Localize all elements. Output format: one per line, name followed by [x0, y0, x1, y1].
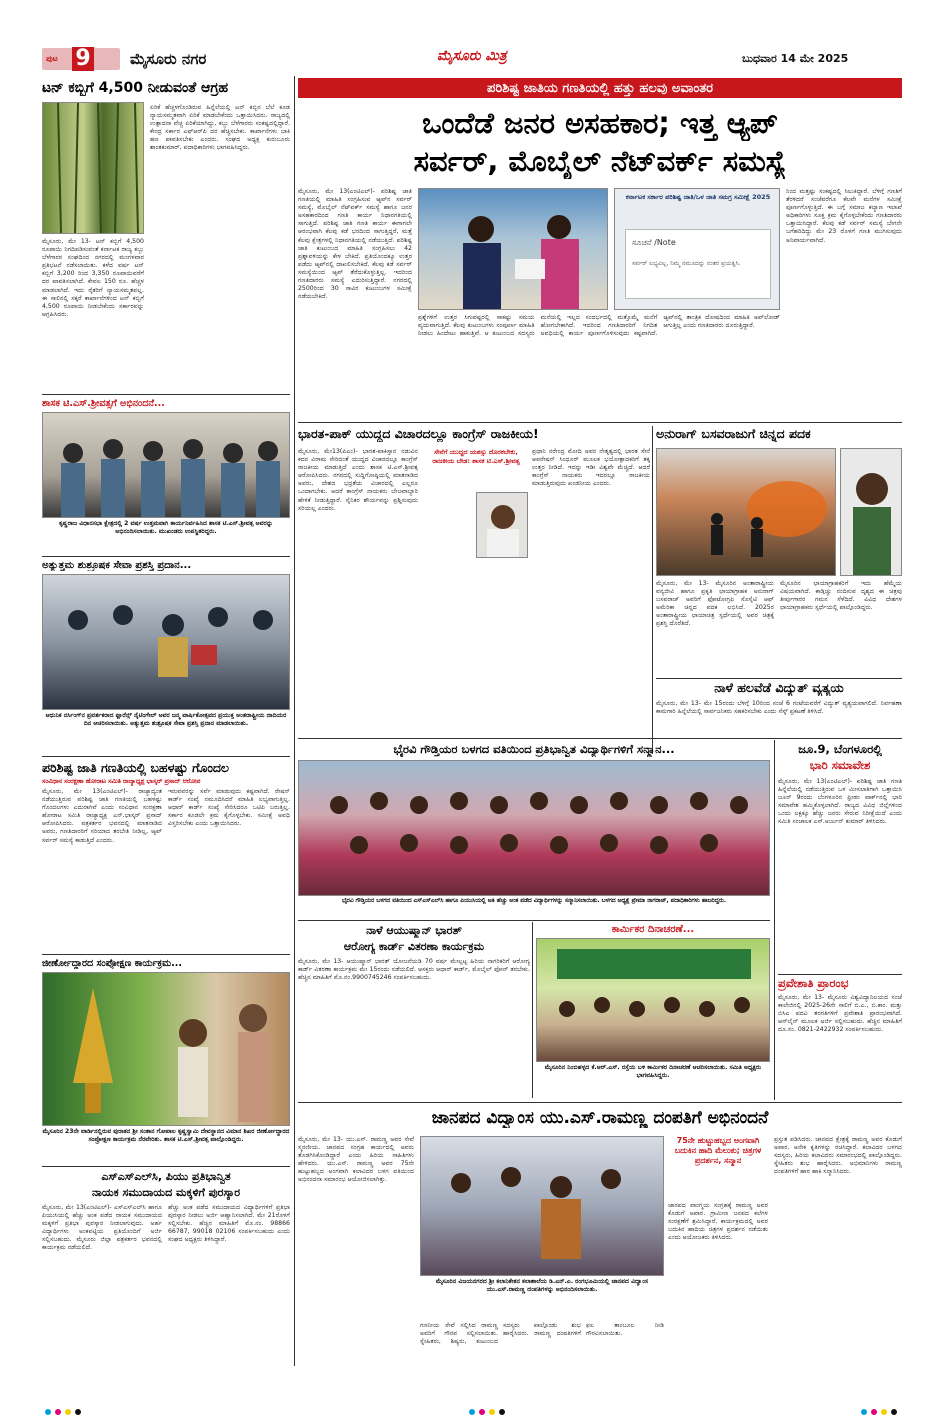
- bhairavi-story: [298, 740, 770, 916]
- lead-photo-survey: [418, 188, 608, 310]
- labour-day-story: [536, 922, 770, 1098]
- lead-body-col3: ನಿಂದ ಮತ್ತಷ್ಟು ಸಂಕಷ್ಟದಲ್ಲಿ ಸಿಲುಕಿದ್ದಾರೆ. ಬೆಳಿಗ್ಗೆ ಗಣತಿಗೆ ತೆರಳಿದರೆ ಸಂಜೆವರೆಗೂ ಕೆಲವೇ ಮನೆಗಳ ಸಮೀಕ್ಷೆ ಪೂರ್ಣಗೊಳ್ಳುತ್ತಿದೆ. ಈ ಬಗ್ಗೆ ಸಮಾಜ ಕಲ್ಯಾಣ ಇಲಾಖೆ ಅಧಿಕಾರಿಗಳು ಸೂಕ್ತ ಕ್ರಮ ಕೈಗೊಳ್ಳಬೇಕೆಂದು ಗಣತಿದಾರರು ಒತ್ತಾಯಿಸಿದ್ದಾರೆ. ಕೆಲವು ಕಡೆ ಸರ್ವರ್ ಸಮಸ್ಯೆ ಬೇಗನೇ ಬಗೆಹರಿದಿದ್ದು ಮೇ 23 ರೊಳಗೆ ಗಣತಿ ಮುಗಿಸುವುದು ಅನಿವಾರ್ಯವಾಗಿದೆ.: [786, 188, 902, 244]
- page-badge: [42, 48, 120, 70]
- newspaper-logo: ಮೈಸೂರು ಮಿತ್ರ: [437, 48, 507, 64]
- admission-body: ಮೈಸೂರು, ಮೇ 13- ಮೈಸೂರು ವಿಶ್ವವಿದ್ಯಾನಿಲಯದ ಸಂಜೆ ಕಾಲೇಜಿನಲ್ಲಿ 2025-26ನೇ ಸಾಲಿಗೆ ಬಿ.ಎ., ಬಿ.ಕಾಂ. ಮತ್ತು ಬಿಸಿಎ ಪದವಿ ತರಗತಿಗಳಿಗೆ ಪ್ರವೇಶಾತಿ ಪ್ರಾರಂಭವಾಗಿದೆ. ಆನ್‌ಲೈನ್ ಮೂಲಕ ಅರ್ಜಿ ಸಲ್ಲಿಸಬಹುದು. ಹೆಚ್ಚಿನ ಮಾಹಿತಿಗೆ ದೂ.ಸಂ. 0821-2422932 ಸಂಪರ್ಕಿಸಬಹುದು.: [778, 994, 902, 1034]
- samavesha-story: [778, 742, 902, 972]
- temple-caption: ಮೈಸೂರಿನ 23ನೇ ವಾರ್ಡಿನಲ್ಲಿರುವ ಪುರಾತನ ಶ್ರೀ ಸಂತಾನ ಗೋಪಾಲ ಕೃಷ್ಣಸ್ವಾಮಿ ದೇವಸ್ಥಾನದ ವಿಮಾನ ಶಿಖರ ಜೀರ್ಣೋದ್ಧಾರದ ಸಂಪ್ರೋಕ್ಷಣ ಕಾರ್ಯಕ್ರಮ ನೆರವೇರಿತು. ಶಾಸಕ ಟಿ.ಎಸ್.ಶ್ರೀವತ್ಸ ಪಾಲ್ಗೊಂಡಿದ್ದರು.: [42, 1128, 290, 1143]
- admission-story: [778, 976, 902, 1096]
- mla-felicitation-headline: ಶಾಸಕ ಟಿ.ಎಸ್.ಶ್ರೀವತ್ಸಗೆ ಅಭಿನಂದನೆ...: [42, 398, 165, 409]
- samavesha-headline-2: ಭಾರಿ ಸಮಾವೇಶ: [809, 758, 871, 772]
- sugarcane-headline: ಟನ್ ಕಬ್ಬಿಗೆ 4,500 ನೀಡುವಂತೆ ಆಗ್ರಹ: [42, 80, 229, 96]
- power-cut-body: ಮೈಸೂರು, ಮೇ 13- ಮೇ 15ರಂದು ಬೆಳಿಗ್ಗೆ 10ರಿಂದ ಸಂಜೆ 6 ಗಂಟೆಯವರೆಗೆ ವಿದ್ಯುತ್ ವ್ಯತ್ಯಯವಾಗಲಿದೆ. ನಿರ್ವಹಣಾ ಕಾಮಗಾರಿ ಹಿನ್ನೆಲೆಯಲ್ಲಿ ಸಾರ್ವಜನಿಕರು ಸಹಕರಿಸಬೇಕು ಎಂದು ಸೆಸ್ಕ್ ಪ್ರಕಟಣೆ ತಿಳಿಸಿದೆ.: [656, 700, 902, 716]
- lead-app-screenshot: [614, 188, 780, 310]
- sugarcane-body: ಮೈಸೂರು, ಮೇ 13- ಟನ್ ಕಬ್ಬಿಗೆ 4,500 ರೂಪಾಯಿ ನಿಗದಿಪಡಿಸುವಂತೆ ಕರ್ನಾಟಕ ರಾಜ್ಯ ಕಬ್ಬು ಬೆಳೆಗಾರರ ಸಂಘದಿಂದ ನಗರದಲ್ಲಿ ಮಂಗಳವಾರ ಪ್ರತಿಭಟನೆ ನಡೆಸಲಾಯಿತು. ಕಳೆದ ವರ್ಷ ಟನ್ ಕಬ್ಬಿಗೆ 3,200 ರಿಂದ 3,350 ರೂಪಾಯಿವರೆಗೆ ದರ ಪಾವತಿಸಲಾಗಿದೆ. ಕೇವಲ 150 ರೂ. ಹೆಚ್ಚಳ ಮಾಡಲಾಗಿದೆ. ಇದು ರೈತರಿಗೆ ನ್ಯಾಯಸಮ್ಮತವಲ್ಲ. ಈ ಸಾಲಿನಲ್ಲಿ ಸಕ್ಕರೆ ಕಾರ್ಖಾನೆಗಳಿಂದ ಟನ್ ಕಬ್ಬಿಗೆ 4,500 ರೂಪಾಯಿ ನೀಡಬೇಕೆಂದು ಸರ್ಕಾರವನ್ನು ಆಗ್ರಹಿಸಿದರು.: [42, 238, 144, 318]
- anurag-body-2: ಮೈಸೂರಿನ ಛಾಯಾಗ್ರಾಹಕರಿಗೆ ಇದು ಹೆಮ್ಮೆಯ ವಿಷಯವಾಗಿದೆ. ಕಾಡ್ಗಿಚ್ಚು ನಂದಿಸುವ ದೃಶ್ಯದ ಈ ಚಿತ್ರವು ತೀರ್ಪುಗಾರರ ಗಮನ ಸೆಳೆದಿದೆ. ವಿವಿಧ ದೇಶಗಳ ಛಾಯಾಗ್ರಾಹಕರು ಸ್ಪರ್ಧೆಯಲ್ಲಿ ಪಾಲ್ಗೊಂಡಿದ್ದರು.: [780, 580, 902, 612]
- temple-photo: [42, 972, 290, 1126]
- left-column: [42, 76, 290, 1366]
- ayushman-headline-2: ಆರೋಗ್ಯ ಕಾರ್ಡ್ ವಿತರಣಾ ಕಾರ್ಯಕ್ರಮ: [343, 940, 485, 953]
- sc-census-headline: ಪರಿಶಿಷ್ಟ ಜಾತಿ ಗಣತಿಯಲ್ಲಿ ಬಹಳಷ್ಟು ಗೊಂದಲ: [42, 760, 230, 775]
- nayaka-headline-1: ಎಸ್‌ಎಸ್‌ಎಲ್‌ಸಿ, ಪಿಯು ಪ್ರತಿಭಾನ್ವಿತ: [101, 1170, 231, 1183]
- page-number: 9: [72, 47, 94, 71]
- bhairavi-group-photo: [298, 760, 770, 896]
- mla-portrait: [476, 492, 528, 558]
- app-note-label: ಸೂಚನೆ /Note: [632, 238, 676, 247]
- lead-headline-2: ಸರ್ವರ್, ಮೊಬೈಲ್ ನೆಟ್‌ವರ್ಕ್ ಸಮಸ್ಯೆ: [413, 144, 787, 178]
- bhairavi-headline: ಭೈರವಿ ಗೌಡ್ತಿಯರ ಬಳಗದ ವತಿಯಿಂದ ಪ್ರತಿಭಾನ್ವಿತ ವಿದ್ಯಾರ್ಥಿಗಳಿಗೆ ಸನ್ಮಾನ...: [393, 742, 675, 756]
- congress-inset-quote: ಸೇನೆಗೆ ಯುದ್ಧದ ಯಶಸ್ಸು ದೊರಕಬೇಕು, ರಾಜಕೀಯ ಬೇಡ: ಶಾಸಕ ಟಿ.ಎಸ್.ಶ್ರೀವತ್ಸ: [432, 448, 520, 465]
- anurag-portrait: [840, 448, 902, 576]
- labour-day-headline: ಕಾರ್ಮಿಕರ ದಿನಾಚರಣೆ...: [611, 924, 695, 935]
- anurag-body: ಮೈಸೂರು, ಮೇ 13- ಮೈಸೂರಿನ ಅಂತಾರಾಷ್ಟ್ರೀಯ ವನ್ಯಜೀವಿ ಹಾಗೂ ಪ್ರಕೃತಿ ಛಾಯಾಗ್ರಾಹಕ ಅನುರಾಗ್ ಬಸವರಾಜ್ ಅವರಿಗೆ ಫೋಟೋಗ್ರಫಿ ಸೊಸೈಟಿ ಆಫ್ ಅಮೆರಿಕಾ ಚಿನ್ನದ ಪದಕ ಲಭಿಸಿದೆ. 2025ರ ಅಂತಾರಾಷ್ಟ್ರೀಯ ಛಾಯಾಚಿತ್ರ ಸ್ಪರ್ಧೆಯಲ್ಲಿ ಅವರ ಚಿತ್ರಕ್ಕೆ ಪ್ರಶಸ್ತಿ ದೊರೆತಿದೆ.: [656, 580, 774, 628]
- ramanna-headline: ಜಾನಪದ ವಿದ್ವಾಂಸ ಯು.ಎಸ್.ರಾಮಣ್ಣ ದಂಪತಿಗೆ ಅಭಿನಂದನೆ: [431, 1108, 769, 1128]
- sugarcane-body-2: ಏರಿಕೆ ಹೆಚ್ಚಳಗೊಂಡಿರುವ ಹಿನ್ನೆಲೆಯಲ್ಲಿ ಟನ್ ಕಬ್ಬಿನ ಬೆಲೆ ಕೂಡ ನ್ಯಾಯಸಮ್ಮತವಾಗಿ ಏರಿಕೆ ಮಾಡಬೇಕೆಂದು ಒತ್ತಾಯಿಸಿದರು. ರಾಜ್ಯದಲ್ಲಿ ಉತ್ಪಾದನಾ ವೆಚ್ಚ ಏರಿಕೆಯಾಗಿದ್ದು, ಕಬ್ಬು ಬೆಳೆಗಾರರು ಸಂಕಷ್ಟದಲ್ಲಿದ್ದಾರೆ. ಕೇಂದ್ರ ಸರ್ಕಾರ ಎಫ್‌ಆರ್‌ಪಿ ದರ ಹೆಚ್ಚಿಸಬೇಕು. ಕಾರ್ಖಾನೆಗಳು ಬಾಕಿ ಹಣ ಪಾವತಿಸಬೇಕು ಎಂದರು. ಸಂಘದ ಅಧ್ಯಕ್ಷ ಕುರುಬೂರು ಶಾಂತಕುಮಾರ್, ಪದಾಧಿಕಾರಿಗಳು ಭಾಗವಹಿಸಿದ್ದರು.: [150, 104, 290, 152]
- congress-body: ಮೈಸೂರು, ಮೇ13(ಪಿಎಂ)- ಭಾರತ-ಪಾಕಿಸ್ತಾನ ನಡುವಿನ ಕದನ ವಿರಾಮ ಸೇರಿದಂತೆ ಯುದ್ಧದ ವಿಚಾರದಲ್ಲೂ ಕಾಂಗ್ರೆಸ್ ರಾಜಕೀಯ ಮಾಡುತ್ತಿದೆ ಎಂದು ಶಾಸಕ ಟಿ.ಎಸ್.ಶ್ರೀವತ್ಸ ಆರೋಪಿಸಿದರು. ನಗರದಲ್ಲಿ ಸುದ್ದಿಗೋಷ್ಠಿಯಲ್ಲಿ ಮಾತನಾಡಿದ ಅವರು, ದೇಶದ ಭದ್ರತೆಯ ವಿಚಾರದಲ್ಲಿ ಎಲ್ಲರೂ ಒಂದಾಗಬೇಕು. ಆದರೆ ಕಾಂಗ್ರೆಸ್ ನಾಯಕರು ಬೇಜವಾಬ್ದಾರಿ ಹೇಳಿಕೆ ನೀಡುತ್ತಿದ್ದಾರೆ. ಸೈನಿಕರ ಶೌರ್ಯವನ್ನು ಪ್ರಶ್ನಿಸುವುದು ಸರಿಯಲ್ಲ ಎಂದರು.: [298, 448, 418, 512]
- lead-kicker-text: ಪರಿಶಿಷ್ಟ ಜಾತಿಯ ಗಣತಿಯಲ್ಲಿ ಹತ್ತು ಹಲವು ಅವಾಂತರ: [487, 81, 713, 96]
- samavesha-body: ಮೈಸೂರು, ಮೇ 13(ಎಂಟಿಎಲ್)- ಪರಿಶಿಷ್ಟ ಜಾತಿ ಗಣತಿ ಹಿನ್ನೆಲೆಯಲ್ಲಿ ನಡೆಯುತ್ತಿರುವ ಒಳ ಮೀಸಲಾತಿಗಾಗಿ ಒತ್ತಾಯಿಸಿ ಜೂನ್ 9ರಂದು ಬೆಂಗಳೂರಿನ ಫ್ರೀಡಂ ಪಾರ್ಕ್‌ನಲ್ಲಿ ಭಾರಿ ಸಮಾವೇಶ ಹಮ್ಮಿಕೊಳ್ಳಲಾಗಿದೆ. ರಾಜ್ಯದ ವಿವಿಧ ಜಿಲ್ಲೆಗಳಿಂದ ಒಂದು ಲಕ್ಷಕ್ಕೂ ಹೆಚ್ಚು ಜನರು ಸೇರುವ ನಿರೀಕ್ಷೆಯಿದೆ ಎಂದು ಸಮಿತಿ ಸಂಚಾಲಕ ಎಸ್.ಅರ್ಜುನ್ ಕುಮಾರ್ ತಿಳಿಸಿದರು.: [778, 778, 902, 826]
- anurag-story: [656, 426, 902, 676]
- masthead: [42, 46, 902, 72]
- ramanna-caption: ಮೈಸೂರಿನ ವಿಜಯನಗರದ ಶ್ರೀ ಕಲಾನಿಕೇತನ ಕಲಾಶಾಲೆಯ ಡಿ.ಎನ್.ಎ. ರಂಗಭೂಮಿಯಲ್ಲಿ ಜಾನಪದ ವಿದ್ವಾಂಸ ಯು.ಎಸ್.ರಾಮಣ್ಣ ದಂಪತಿಗಳನ್ನು ಅಭಿನಂದಿಸಲಾಯಿತು.: [435, 1278, 649, 1293]
- app-form-title: ಕರ್ನಾಟಕ ಸರ್ಕಾರ ಪರಿಶಿಷ್ಟ ಜಾತಿ/ಒಳ ಜಾತಿ ಸಮಗ್ರ ಸಮೀಕ್ಷೆ 2025: [625, 193, 771, 201]
- congress-headline: ಭಾರತ-ಪಾಕ್ ಯುದ್ಧದ ವಿಚಾರದಲ್ಲೂ ಕಾಂಗ್ರೆಸ್ ರಾಜಕೀಯ!: [298, 426, 539, 441]
- sc-census-body: ಮೈಸೂರು, ಮೇ 13(ಎಂಟಿಎಲ್)- ರಾಜ್ಯಾದ್ಯಂತ ನಡೆಯುತ್ತಿರುವ ಪರಿಶಿಷ್ಟ ಜಾತಿ ಗಣತಿಯಲ್ಲಿ ಬಹಳಷ್ಟು ಗೊಂದಲಗಳು ಎದುರಾಗಿವೆ ಎಂದು ಸಂವಿಧಾನ ಸಂರಕ್ಷಣಾ ಹೋರಾಟ ಸಮಿತಿ ರಾಜ್ಯಾಧ್ಯಕ್ಷ ಎನ್.ಭಾಸ್ಕರ್ ಪ್ರಸಾದ್ ಆರೋಪಿಸಿದರು. ಪತ್ರಕರ್ತರ ಭವನದಲ್ಲಿ ಮಾತನಾಡಿದ ಅವರು, ಗಣತಿದಾರರಿಗೆ ಸರಿಯಾದ ತರಬೇತಿ ನೀಡಿಲ್ಲ, ಆ್ಯಪ್ ಸರ್ವರ್ ಸಮಸ್ಯೆ ಕಾಡುತ್ತಿದೆ ಎಂದರು.: [42, 788, 162, 844]
- ayushman-headline-1: ನಾಳೆ ಆಯುಷ್ಮಾನ್ ಭಾರತ್: [366, 924, 462, 937]
- congress-body-2: ಪ್ರಧಾನಿ ನರೇಂದ್ರ ಮೋದಿ ಅವರ ನೇತೃತ್ವದಲ್ಲಿ ಭಾರತ ಸೇನೆ ಆಪರೇಷನ್ ಸಿಂಧೂರ್ ಮೂಲಕ ಭಯೋತ್ಪಾದಕರಿಗೆ ತಕ್ಕ ಉತ್ತರ ನೀಡಿದೆ. ಇದನ್ನು ಇಡೀ ವಿಶ್ವವೇ ಮೆಚ್ಚಿದೆ. ಆದರೆ ಕಾಂಗ್ರೆಸ್ ನಾಯಕರು ಇದರಲ್ಲೂ ರಾಜಕೀಯ ಮಾಡುತ್ತಿರುವುದು ಖಂಡನೀಯ ಎಂದರು.: [532, 448, 650, 488]
- lead-kicker: [298, 78, 902, 98]
- mla-felicitation-caption: ಕೃಷ್ಣರಾಜ ವಿಧಾನಸಭಾ ಕ್ಷೇತ್ರದಲ್ಲಿ 2 ವರ್ಷ ಉತ್ತಮವಾಗಿ ಕಾರ್ಯನಿರ್ವಹಿಸಿದ ಶಾಸಕ ಟಿ.ಎಸ್.ಶ್ರೀವತ್ಸ ಅವರನ್ನು ಅಭಿನಂದಿಸಲಾಯಿತು. ಮುಖಂಡರು ಉಪಸ್ಥಿತರಿದ್ದರು.: [59, 520, 273, 535]
- temple-headline: ಜೀರ್ಣೋದ್ಧಾರದ ಸಂಪ್ರೋಕ್ಷಣ ಕಾರ್ಯಕ್ರಮ...: [42, 958, 182, 969]
- power-cut-headline: ನಾಳೆ ಹಲವೆಡೆ ವಿದ್ಯುತ್ ವ್ಯತ್ಯಯ: [714, 680, 844, 695]
- labour-day-caption: ಮೈಸೂರಿನ ನಿಂಬಿಹಳ್ಳದ ಕೆ.ಆರ್.ಎಸ್. ರಸ್ತೆಯ ಬಳಿ ಕಾರ್ಮಿಕರ ದಿನಾಚರಣೆ ಆಚರಿಸಲಾಯಿತು. ಸಮಿತಿ ಅಧ್ಯಕ್ಷರು ಭಾಗವಹಿಸಿದ್ದರು.: [544, 1064, 762, 1079]
- wildfire-photo: [656, 448, 836, 576]
- congress-story: [298, 426, 650, 754]
- print-color-marks: [42, 1402, 902, 1412]
- lead-headline-1: ಒಂದೆಡೆ ಜನರ ಅಸಹಕಾರ; ಇತ್ತ ಆ್ಯಪ್: [422, 106, 778, 140]
- ayushman-body: ಮೈಸೂರು, ಮೇ 13- ಆಯುಷ್ಮಾನ್ ಭಾರತ್ ಯೋಜನೆಯಡಿ 70 ವರ್ಷ ಮೇಲ್ಪಟ್ಟ ಹಿರಿಯ ನಾಗರಿಕರಿಗೆ ಆರೋಗ್ಯ ಕಾರ್ಡ್ ವಿತರಣಾ ಕಾರ್ಯಕ್ರಮ ಮೇ 15ರಂದು ನಡೆಯಲಿದೆ. ಆಸಕ್ತರು ಆಧಾರ್ ಕಾರ್ಡ್, ಮೊಬೈಲ್ ಫೋನ್ ತರಬೇಕು. ಹೆಚ್ಚಿನ ಮಾಹಿತಿಗೆ ಮೊ.ನಂ.9900745246 ಸಂಪರ್ಕಿಸಬಹುದು.: [298, 958, 530, 982]
- ramanna-inset: 75ನೇ ಹುಟ್ಟುಹಬ್ಬದ ಅಂಗವಾಗಿ ಬದುಕಿನ ಹಾದಿ ಮೆಲುಕು; ಚಿತ್ರಗಳ ಪ್ರದರ್ಶನ, ಸನ್ಮಾನ: [674, 1136, 762, 1165]
- anurag-headline: ಅನುರಾಗ್ ಬಸವರಾಜುಗೆ ಚಿನ್ನದ ಪದಕ: [656, 426, 811, 441]
- power-cut-story: [656, 680, 902, 734]
- page-label: ಪುಟ: [46, 54, 58, 63]
- lead-story: [298, 76, 902, 420]
- date-line: ಬುಧವಾರ 14 ಮೇ 2025: [742, 52, 849, 65]
- samavesha-headline-1: ಜೂ.9, ಬೆಂಗಳೂರಲ್ಲಿ: [798, 742, 882, 756]
- ramanna-story: [298, 1104, 902, 1368]
- nayaka-body-2: ಹೆಚ್ಚು ಅಂಕ ಪಡೆದ ಸಮುದಾಯದ ವಿದ್ಯಾರ್ಥಿಗಳಿಗೆ ಪ್ರತಿಭಾ ಪುರಸ್ಕಾರ ನೀಡಲು ಅರ್ಜಿ ಆಹ್ವಾನಿಸಲಾಗಿದೆ. ಮೇ 21ರೊಳಗೆ ಸಲ್ಲಿಸಬೇಕು. ಹೆಚ್ಚಿನ ಮಾಹಿತಿಗೆ ಮೊ.ನಂ. 98866 66787, 99018 02106 ಸಂಪರ್ಕಿಸಬಹುದು ಎಂದು ಸಂಘದ ಅಧ್ಯಕ್ಷರು ತಿಳಿಸಿದ್ದಾರೆ.: [168, 1204, 290, 1244]
- bhairavi-caption: ಭೈರವಿ ಗೌಡ್ತಿಯರ ಬಳಗದ ವತಿಯಿಂದ ಎಸ್‌ಎಸ್‌ಎಲ್‌ಸಿ ಹಾಗೂ ಪಿಯುಸಿಯಲ್ಲಿ ಅತಿ ಹೆಚ್ಚು ಅಂಕ ಪಡೆದ ವಿದ್ಯಾರ್ಥಿಗಳನ್ನು ಸನ್ಮಾನಿಸಲಾಯಿತು. ಬಳಗದ ಅಧ್ಯಕ್ಷೆ ಪ್ರೇಮಾ ನಾಗರಾಜ್, ಪದಾಧಿಕಾರಿಗಳು ಹಾಜರಿದ್ದರು.: [341, 898, 727, 904]
- sugarcane-photo: [42, 102, 144, 234]
- nayaka-body: ಮೈಸೂರು, ಮೇ 13(ಎಂಟಿಎಲ್)- ಎಸ್‌ಎಸ್‌ಎಲ್‌ಸಿ ಹಾಗೂ ಪಿಯುಸಿಯಲ್ಲಿ ಹೆಚ್ಚು ಅಂಕ ಪಡೆದ ನಾಯಕ ಸಮುದಾಯದ ಮಕ್ಕಳಿಗೆ ಪ್ರತಿಭಾ ಪುರಸ್ಕಾರ ನೀಡಲಾಗುವುದು. ಅರ್ಹ ವಿದ್ಯಾರ್ಥಿಗಳು ಅಂಕಪಟ್ಟಿಯ ಪ್ರತಿಯೊಂದಿಗೆ ಅರ್ಜಿ ಸಲ್ಲಿಸಬಹುದು. ಮೈಸೂರು ಜಿಲ್ಲಾ ಪತ್ರಕರ್ತರ ಭವನದಲ್ಲಿ ಕಾರ್ಯಕ್ರಮ ನಡೆಯಲಿದೆ.: [42, 1204, 162, 1252]
- mla-felicitation-photo: [42, 412, 290, 518]
- admission-headline: ಪ್ರವೇಶಾತಿ ಪ್ರಾರಂಭ: [778, 976, 849, 990]
- sc-census-body-2: ಇರುವವರನ್ನು ಸರ್ವೆ ಮಾಡುವುದು ಕಷ್ಟವಾಗಿದೆ. ರೇಷನ್ ಕಾರ್ಡ್ ಸಂಖ್ಯೆ ನಮೂದಿಸಿದರೆ ಮಾಹಿತಿ ಲಭ್ಯವಾಗುತ್ತಿಲ್ಲ. ಆಧಾರ್ ಕಾರ್ಡ್ ಸಂಖ್ಯೆ ಸೇರಿಸಿದರೂ ಒಟಿಪಿ ಬರುತ್ತಿಲ್ಲ. ಸರ್ಕಾರ ಕೂಡಲೇ ಕ್ರಮ ಕೈಗೊಳ್ಳಬೇಕು. ಸಮೀಕ್ಷೆ ಅವಧಿ ವಿಸ್ತರಿಸಬೇಕು ಎಂದು ಒತ್ತಾಯಿಸಿದರು.: [168, 788, 290, 828]
- app-note-text: ಸರ್ವರ್ ಲಭ್ಯವಿಲ್ಲ, ನಿಮ್ಮ ನಮೂದನ್ನು ನಂತರ ಪ್ರಯತ್ನಿಸಿ.: [632, 260, 741, 267]
- sc-census-subhead: ಸಂವಿಧಾನ ಸಂರಕ್ಷಣಾ ಹೋರಾಟ ಸಮಿತಿ ರಾಜ್ಯಾಧ್ಯಕ್ಷ ಭಾಸ್ಕರ್ ಪ್ರಸಾದ್ ಆರೋಪ: [42, 778, 201, 785]
- ramanna-body-2: ಜಾನಪದ ವಾಂಗ್ಮಯ ಸಂಗ್ರಹಕ್ಕೆ ರಾಮಣ್ಣ ಅವರ ಕೊಡುಗೆ ಅಪಾರ. ಗ್ರಾಮೀಣ ಜನಪದ ಕಲೆಗಳ ಸಂರಕ್ಷಣೆಗೆ ಶ್ರಮಿಸಿದ್ದಾರೆ. ಕಾರ್ಯಕ್ರಮದಲ್ಲಿ ಅವರ ಬದುಕಿನ ಹಾದಿಯ ಚಿತ್ರಗಳ ಪ್ರದರ್ಶನ ನಡೆಯಿತು ಎಂದು ಆಯೋಜಕರು ತಿಳಿಸಿದರು.: [668, 1202, 768, 1242]
- ayushman-story: [298, 922, 530, 1098]
- lead-body-col2: ಪ್ರಶ್ನೆಗಳಿಗೆ ಉತ್ತರ ಸಿಗುವಷ್ಟರಲ್ಲಿ ಸಾಕಷ್ಟು ಸಮಯ ವ್ಯಯವಾಗುತ್ತಿದೆ. ಕೆಲವು ಕುಟುಂಬಗಳು ಸಂಪೂರ್ಣ ಮಾಹಿತಿ ನೀಡಲು ಹಿಂದೇಟು ಹಾಕುತ್ತಿವೆ. ಆ ಕುಟುಂಬದ ಸದಸ್ಯರು ಮನೆಯಲ್ಲಿ ಇಲ್ಲದ ಸಂದರ್ಭದಲ್ಲಿ ಮತ್ತೊಮ್ಮೆ ಮನೆಗೆ ಹೋಗಬೇಕಾಗಿದೆ. ಇದರಿಂದ ಗಣತಿದಾರರಿಗೆ ನಿಗದಿತ ಅವಧಿಯಲ್ಲಿ ಕಾರ್ಯ ಪೂರ್ಣಗೊಳಿಸುವುದು ಕಷ್ಟವಾಗಿದೆ. ಆ್ಯಪ್‌ನಲ್ಲಿ ತಾಂತ್ರಿಕ ದೋಷದಿಂದ ಮಾಹಿತಿ ಅಪ್‌ಲೋಡ್ ಆಗುತ್ತಿಲ್ಲ ಎಂದು ಗಣತಿದಾರರು ದೂರುತ್ತಿದ್ದಾರೆ.: [418, 314, 780, 338]
- lead-body-col1: ಮೈಸೂರು, ಮೇ 13(ಎಂಟಿಎಲ್)- ಪರಿಶಿಷ್ಟ ಜಾತಿ ಗಣತಿಯಲ್ಲಿ ಮಾಹಿತಿ ಸಂಗ್ರಹಿಸುವ ಆ್ಯಪ್‌ನ ಸರ್ವರ್ ಸಮಸ್ಯೆ, ಮೊಬೈಲ್ ನೆಟ್‌ವರ್ಕ್ ಸಮಸ್ಯೆ ಹಾಗೂ ಜನರ ಅಸಹಕಾರದಿಂದ ಗಣತಿ ಕಾರ್ಯ ನಿಧಾನಗತಿಯಲ್ಲಿ ಸಾಗುತ್ತಿದೆ. ಪರಿಶಿಷ್ಟ ಜಾತಿ ಗಣತಿ ಕಾರ್ಯ ಈಗಾಗಲೇ ಆರಂಭವಾಗಿ ಕೆಲವು ಕಡೆ ಭರದಿಂದ ಸಾಗುತ್ತಿದ್ದರೆ, ಮತ್ತೆ ಕೆಲವು ಕ್ಷೇತ್ರಗಳಲ್ಲಿ ನಿಧಾನಗತಿಯಲ್ಲಿ ನಡೆಯುತ್ತಿದೆ. ಪರಿಶಿಷ್ಟ ಜಾತಿ ಕುಟುಂಬದ ಮಾಹಿತಿ ಸಂಗ್ರಹಿಸಲು 42 ಪ್ರಶ್ನಾವಳಿಯನ್ನು ಕೇಳ ಬೇಕಿದೆ. ಪ್ರತಿಯೊಂದಕ್ಕೂ ಉತ್ತರ ಪಡೆದು ಆ್ಯಪ್‌ನಲ್ಲಿ ದಾಖಲಿಸಬೇಕಿದೆ. ಕೆಲವು ಕಡೆ ಸರ್ವರ್ ಸಮಸ್ಯೆಯಿಂದ ಆ್ಯಪ್ ತೆರೆದುಕೊಳ್ಳುತ್ತಿಲ್ಲ. ಇದರಿಂದ ಗಣತಿದಾರರು ಸಮಸ್ಯೆ ಎದುರಿಸುತ್ತಿದ್ದಾರೆ. ನಗರದಲ್ಲಿ 2500ರಿಂದ 30 ಸಾವಿರ ಕುಟುಂಬಗಳ ಸಮೀಕ್ಷೆ ನಡೆಯಬೇಕಿದೆ.: [298, 188, 412, 301]
- ramanna-body-3: ಗಣನೀಯ ಸೇವೆ ಸಲ್ಲಿಸಿದ ರಾಮಣ್ಣ ಅವರಿಗೆ ಗೌರವ ಸಲ್ಲಿಸಲಾಯಿತು. ಸ್ನೇಹಿತರು, ಶಿಷ್ಯರು, ಕುಟುಂಬದ ಸದಸ್ಯರು ಪಾಲ್ಗೊಂಡು ಶುಭ ಹಾರೈಸಿದರು. ರಾಮಣ್ಣ ದಂಪತಿಗಳಿಗೆ ಫಲ ತಾಂಬೂಲ ನೀಡಿ ಗೌರವಿಸಲಾಯಿತು.: [420, 1322, 664, 1346]
- nursing-award-headline: ಅತ್ಯುತ್ತಮ ಶುಶ್ರೂಷಕ ಸೇವಾ ಪ್ರಶಸ್ತಿ ಪ್ರದಾನ...: [42, 560, 192, 571]
- nursing-award-photo: [42, 574, 290, 710]
- nayaka-headline-2: ನಾಯಕ ಸಮುದಾಯದ ಮಕ್ಕಳಿಗೆ ಪುರಸ್ಕಾರ: [91, 1186, 241, 1199]
- ramanna-photo: [420, 1136, 664, 1276]
- labour-day-photo: [536, 938, 770, 1062]
- ramanna-body: ಮೈಸೂರು, ಮೇ 13- ಯು.ಎಸ್. ರಾಮಣ್ಣ ಅವರ ಸೇವೆ ಸ್ಮರಣೀಯ. ಜಾನಪದ ಸಂಗ್ರಹ ಕಾರ್ಯದಲ್ಲಿ ಅವರು ತೊಡಗಿಸಿಕೊಂಡಿದ್ದಾರೆ ಎಂದು ಹಿರಿಯ ಸಾಹಿತಿಗಳು ಹೇಳಿದರು. ಯು.ಎಸ್. ರಾಮಣ್ಣ ಅವರ 75ನೇ ಹುಟ್ಟುಹಬ್ಬದ ಅಂಗವಾಗಿ ಕಲಾವಿದರ ಬಳಗ ವತಿಯಿಂದ ಅಭಿನಂದನಾ ಸಮಾರಂಭ ಆಯೋಜಿಸಲಾಗಿತ್ತು.: [298, 1136, 414, 1184]
- nursing-award-caption: ಆಧುನಿಕ ನರ್ಸಿಂಗ್‌ನ ಪ್ರವರ್ತಕರಾದ ಫ್ಲಾರೆನ್ಸ್ ನೈಟಿಂಗೇಲ್ ಅವರ ಜನ್ಮ ವಾರ್ಷಿಕೋತ್ಸವದ ಪ್ರಯುಕ್ತ ಅಂತರಾಷ್ಟ್ರೀಯ ದಾದಿಯರ ದಿನ ಆಚರಿಸಲಾಯಿತು. ಅತ್ಯುತ್ತಮ ಶುಶ್ರೂಷಕ ಸೇವಾ ಪ್ರಶಸ್ತಿ ಪ್ರದಾನ ಮಾಡಲಾಯಿತು.: [45, 712, 287, 727]
- ramanna-body-4: ಪ್ರಸ್ತುತ ಪಡಿಸಿದರು. ಜಾನಪದ ಕ್ಷೇತ್ರಕ್ಕೆ ರಾಮಣ್ಣ ಅವರ ಕೊಡುಗೆ ಅಪಾರ. ಅನೇಕ ಕೃತಿಗಳನ್ನು ರಚಿಸಿದ್ದಾರೆ. ಕಲಾವಿದರ ಬಳಗದ ಸದಸ್ಯರು, ಹಿರಿಯ ಕಲಾವಿದರು ಸಮಾರಂಭದಲ್ಲಿ ಪಾಲ್ಗೊಂಡಿದ್ದರು. ಸ್ನೇಹಿತರು ಶುಭ ಹಾರೈಸಿದರು. ಅಭಿಮಾನಿಗಳು ರಾಮಣ್ಣ ದಂಪತಿಗಳಿಗೆ ಹಾರ ಹಾಕಿ ಸನ್ಮಾನಿಸಿದರು.: [774, 1136, 902, 1176]
- section-title: ಮೈಸೂರು ನಗರ: [130, 50, 207, 68]
